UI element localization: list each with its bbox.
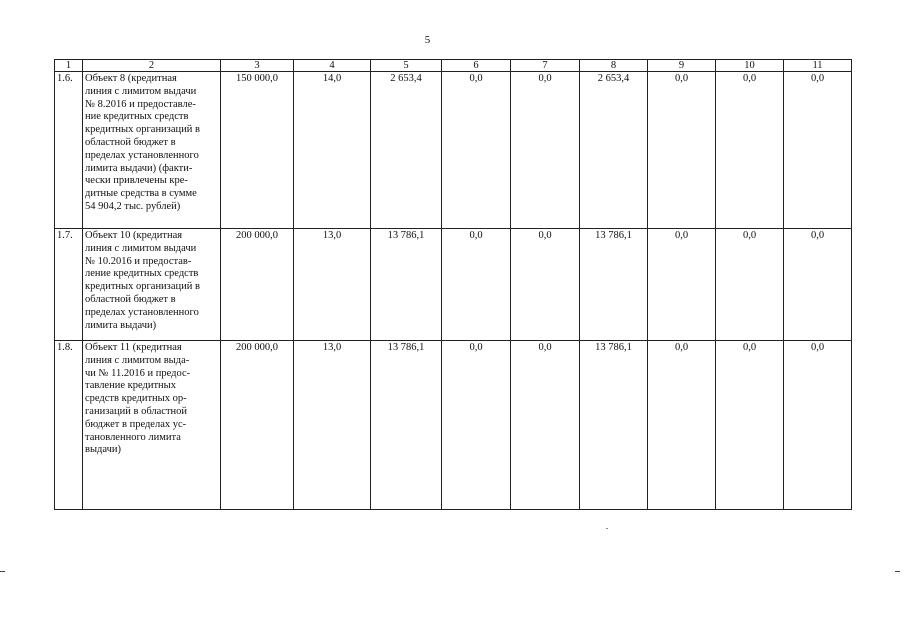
table-cell: 13 786,1 <box>580 229 648 341</box>
table-cell: 0,0 <box>716 341 784 510</box>
table-cell: 0,0 <box>784 229 852 341</box>
column-header: 9 <box>648 60 716 72</box>
row-number: 1.6. <box>55 72 83 229</box>
scan-mark-left <box>0 571 5 572</box>
column-header: 7 <box>511 60 580 72</box>
column-header: 2 <box>83 60 221 72</box>
scan-mark-right <box>895 571 900 572</box>
column-header: 4 <box>294 60 371 72</box>
table-cell: 0,0 <box>511 229 580 341</box>
table-cell: 13,0 <box>294 341 371 510</box>
page-number: 5 <box>424 34 431 46</box>
table-cell: 2 653,4 <box>580 72 648 229</box>
column-header: 10 <box>716 60 784 72</box>
column-header: 11 <box>784 60 852 72</box>
data-table <box>54 59 852 510</box>
table-cell: 0,0 <box>784 72 852 229</box>
table-cell: 200 000,0 <box>221 229 294 341</box>
table-cell: 2 653,4 <box>371 72 442 229</box>
table-cell: 13 786,1 <box>371 229 442 341</box>
table-cell: 0,0 <box>442 341 511 510</box>
table-cell: 14,0 <box>294 72 371 229</box>
scan-speck <box>606 528 608 529</box>
row-number: 1.8. <box>55 341 83 510</box>
table-row <box>55 72 852 229</box>
column-header: 8 <box>580 60 648 72</box>
column-header: 6 <box>442 60 511 72</box>
row-description: Объект 11 (кредитная линия с лимитом выда- чи № 11.2016 и предос- тавление кредитных средств кредитных ор- ганизаций в областной бюджет в пределах ус- тановленного лимита выдачи) <box>83 341 221 510</box>
row-number: 1.7. <box>55 229 83 341</box>
table-cell: 0,0 <box>648 229 716 341</box>
table-cell: 0,0 <box>648 72 716 229</box>
table-cell: 13 786,1 <box>580 341 648 510</box>
column-header: 5 <box>371 60 442 72</box>
table-row <box>55 341 852 510</box>
table-cell: 0,0 <box>511 72 580 229</box>
column-header: 3 <box>221 60 294 72</box>
row-description: Объект 10 (кредитная линия с лимитом выдачи № 10.2016 и предостав- ление кредитных средств кредитных организаций в областной бюджет в пределах установленного лимита выдачи) <box>83 229 221 341</box>
table-header-row <box>55 60 852 72</box>
table-cell: 0,0 <box>784 341 852 510</box>
table-cell: 0,0 <box>716 72 784 229</box>
table-cell: 0,0 <box>442 72 511 229</box>
table-cell: 150 000,0 <box>221 72 294 229</box>
table-cell: 0,0 <box>716 229 784 341</box>
row-description: Объект 8 (кредитная линия с лимитом выдачи № 8.2016 и предоставле- ние кредитных средств кредитных организаций в областной бюджет в пределах установленного лимита выдачи) (факти- чески привлечены кре- дитные средства в сумме 54 904,2 тыс. рублей) <box>83 72 221 229</box>
table-cell: 0,0 <box>648 341 716 510</box>
table-cell: 13 786,1 <box>371 341 442 510</box>
table-row <box>55 229 852 341</box>
table-cell: 13,0 <box>294 229 371 341</box>
table-cell: 200 000,0 <box>221 341 294 510</box>
table-cell: 0,0 <box>442 229 511 341</box>
table-cell: 0,0 <box>511 341 580 510</box>
column-header: 1 <box>55 60 83 72</box>
